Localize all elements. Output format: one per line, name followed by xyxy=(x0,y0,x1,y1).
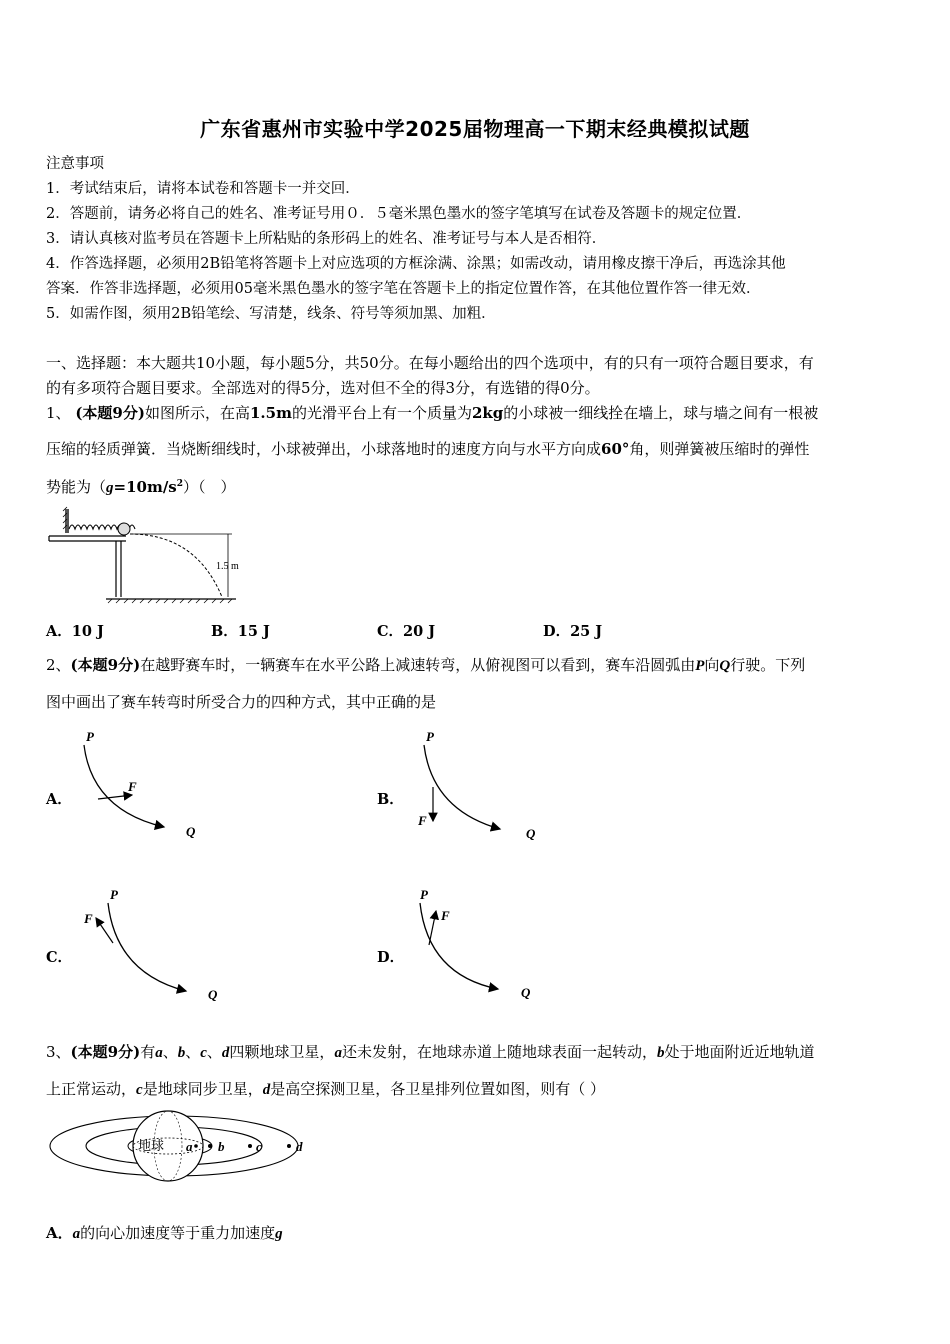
trajectory xyxy=(130,534,222,597)
earth-label: 地球 xyxy=(138,1139,165,1154)
ball xyxy=(118,523,130,535)
wall xyxy=(65,509,69,533)
q1-line1: 1、 (本题9分)如图所示，在高1.5m的光滑平台上有一个质量为2kg的小球被一细线拴在墙上，球与墙之间有一根被 xyxy=(46,404,819,422)
satellite-d xyxy=(287,1144,291,1148)
force-arrow xyxy=(429,911,436,945)
q2-option-d-label[interactable]: D． xyxy=(377,949,405,966)
notice-item: 2．答题前，请务必将自己的姓名、准考证号用０．５毫米黑色墨水的签字笔填写在试卷及答题卡的规定位置． xyxy=(46,206,752,222)
curve xyxy=(84,745,164,827)
q3-line2: 上正常运动，c是地球同步卫星，d是高空探测卫星，各卫星排列位置如图，则有（ ） xyxy=(46,1080,605,1098)
q2-line1: 2、(本题9分)在越野赛车时，一辆赛车在水平公路上减速转弯，从俯视图可以看到，赛车沿圆弧由P向Q行驶。下列 xyxy=(46,656,806,674)
q1-option-a[interactable]: A．10 J xyxy=(46,623,104,640)
height-label: 1.5 m xyxy=(216,561,239,572)
satellite-c xyxy=(248,1144,252,1148)
q3-option-a[interactable]: A．a的向心加速度等于重力加速度g xyxy=(46,1224,283,1242)
q2-option-b-figure[interactable] xyxy=(408,725,548,845)
point-q: Q xyxy=(526,826,536,841)
q1-option-c[interactable]: C．20 J xyxy=(377,623,436,640)
point-p: P xyxy=(420,887,428,902)
force-label: F xyxy=(84,911,93,926)
q2-option-a-label[interactable]: A． xyxy=(46,791,72,808)
q3-line1: 3、(本题9分)有a、b、c、d四颗地球卫星，a还未发射，在地球赤道上随地球表面一起转动，b处于地面附近近地轨道 xyxy=(46,1043,815,1061)
satellite-b-label: b xyxy=(218,1139,225,1154)
q3-figure xyxy=(46,1110,316,1190)
satellite-a-label: a xyxy=(186,1139,193,1154)
section-intro-line1: 一、选择题：本大题共10小题，每小题5分，共50分。在每小题给出的四个选项中，有的只有一项符合题目要求，有 xyxy=(46,354,814,372)
notice-item: 答案．作答非选择题，必须用05毫米黑色墨水的签字笔在答题卡上的指定位置作答，在其他位置作答一律无效． xyxy=(46,281,761,297)
q2-option-c-figure[interactable] xyxy=(80,883,230,1003)
force-label: F xyxy=(128,779,137,794)
satellite-c-label: c xyxy=(256,1139,262,1154)
point-p: P xyxy=(110,887,118,902)
q2-option-c-label[interactable]: C． xyxy=(46,949,73,966)
page-title: 广东省惠州市实验中学2025届物理高一下期末经典模拟试题 xyxy=(200,117,750,141)
q1-option-b[interactable]: B．15 J xyxy=(211,623,270,640)
notice-heading: 注意事项 xyxy=(46,156,104,172)
satellite-a xyxy=(194,1144,198,1148)
point-p: P xyxy=(426,729,434,744)
curve xyxy=(424,745,500,829)
force-arrow xyxy=(98,795,132,799)
q1-option-d[interactable]: D．25 J xyxy=(543,623,603,640)
point-q: Q xyxy=(521,985,531,1000)
satellite-d-label: d xyxy=(296,1139,303,1154)
force-label: F xyxy=(418,813,427,828)
force-label: F xyxy=(441,908,450,923)
notice-item: 4．作答选择题，必须用2B铅笔将答题卡上对应选项的方框涂满、涂黑；如需改动，请用橡皮擦干净后，再选涂其他 xyxy=(46,256,786,272)
q1-line2: 压缩的轻质弹簧．当烧断细线时，小球被弹出，小球落地时的速度方向与水平方向成60°角，则弹簧被压缩时的弹性 xyxy=(46,440,810,458)
notice-item: 1．考试结束后，请将本试卷和答题卡一并交回． xyxy=(46,181,360,197)
q2-option-d-figure[interactable] xyxy=(408,883,548,1003)
force-arrow xyxy=(96,918,113,943)
point-q: Q xyxy=(186,824,196,839)
point-q: Q xyxy=(208,987,218,1002)
q1-figure xyxy=(46,505,246,605)
curve xyxy=(420,903,498,989)
point-p: P xyxy=(86,729,94,744)
notice-item: 5．如需作图，须用2B铅笔绘、写清楚，线条、符号等须加黑、加粗． xyxy=(46,306,496,322)
q2-line2: 图中画出了赛车转弯时所受合力的四种方式，其中正确的是 xyxy=(46,693,437,711)
notice-item: 3．请认真核对监考员在答题卡上所粘贴的条形码上的姓名、准考证号与本人是否相符． xyxy=(46,231,607,247)
section-intro-line2: 的有多项符合题目要求。全部选对的得5分，选对但不全的得3分，有选错的得0分。 xyxy=(46,379,600,397)
satellite-b xyxy=(208,1144,212,1148)
q2-option-a-figure[interactable] xyxy=(74,725,214,845)
curve xyxy=(108,903,186,991)
q2-option-b-label[interactable]: B． xyxy=(377,791,404,808)
q1-line3: 势能为$(g=10m/s^2)$（ ） xyxy=(46,478,236,496)
